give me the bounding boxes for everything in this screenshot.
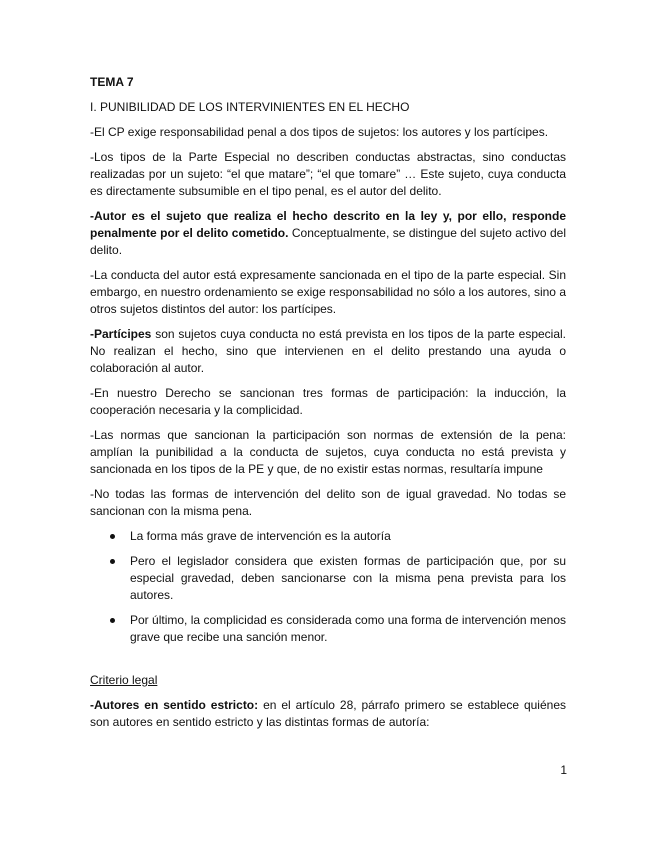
page-number: 1	[560, 763, 567, 777]
paragraph-gravedad: -No todas las formas de intervención del delito son de igual gravedad. No todas se sancionan con la misma pena.	[90, 487, 566, 518]
autor-definition: -Autor es el sujeto que realiza el hecho descrito en la ley y, por ello, responde penalmente por el delito cometido.	[90, 209, 566, 240]
list-item-text: Por último, la complicidad es considerada como una forma de intervención menos grave que recibe una sanción menor.	[130, 613, 566, 644]
autor-definition-rest: Conceptualmente, se distingue del sujeto activo del delito.	[90, 226, 567, 257]
autores-estricto-text: en el artículo 28, párrafo primero se establece quiénes son autores en sentido estricto y las distintas formas de autoría:	[90, 698, 566, 729]
participes-term: -Partícipes	[90, 327, 152, 341]
list-item-text: La forma más grave de intervención es la autoría	[130, 529, 391, 543]
bullet-icon	[110, 559, 115, 564]
paragraph-parte-especial: -Los tipos de la Parte Especial no describen conductas abstractas, sino conductas realizadas por un sujeto: “el que matare”; “el que tomare” … Este sujeto, cuya conducta es directamente subsumible en el tipo penal, es el autor del delito.	[90, 150, 566, 198]
bullet-icon	[110, 618, 115, 623]
paragraph-autor	[90, 208, 566, 259]
paragraph-conducta-autor: -La conducta del autor está expresamente sancionada en el tipo de la parte especial. Sin embargo, en nuestro ordenamiento se exige responsabilidad no sólo a los autores, sino a otros sujetos distintos del autor: los partícipes.	[90, 268, 566, 316]
paragraph-normas-extension: -Las normas que sancionan la participación son normas de extensión de la pena: amplían la punibilidad a la conducta de sujetos, cuya conducta no está prevista y sancionada en los tipos de la PE y que, de no existir estas normas, resultaría impune	[90, 428, 566, 476]
paragraph-participes	[90, 326, 566, 377]
autores-estricto-term: -Autores en sentido estricto:	[90, 698, 259, 712]
paragraph-formas-participacion: -En nuestro Derecho se sancionan tres formas de participación: la inducción, la cooperación necesaria y la complicidad.	[90, 386, 566, 417]
document-title: TEMA 7	[90, 75, 134, 89]
list-item	[90, 612, 566, 646]
paragraph-autores-estricto	[90, 697, 566, 731]
criterio-legal-heading: Criterio legal	[90, 673, 158, 687]
section-heading: I. PUNIBILIDAD DE LOS INTERVINIENTES EN EL HECHO	[90, 100, 410, 114]
paragraph-sujetos: -El CP exige responsabilidad penal a dos tipos de sujetos: los autores y los partícipes.	[90, 125, 549, 139]
list-item-text: Pero el legislador considera que existen formas de participación que, por su especial gravedad, deben sancionarse con la misma pena prevista para los autores.	[130, 554, 566, 602]
gravedad-list	[90, 528, 566, 646]
list-item	[90, 553, 566, 604]
list-item	[90, 528, 566, 545]
bullet-icon	[110, 534, 115, 539]
participes-definition: son sujetos cuya conducta no está prevista en los tipos de la parte especial. No realizan el hecho, sino que intervienen en el delito prestando una ayuda o colaboración al autor.	[90, 327, 566, 375]
document-body	[90, 74, 566, 739]
